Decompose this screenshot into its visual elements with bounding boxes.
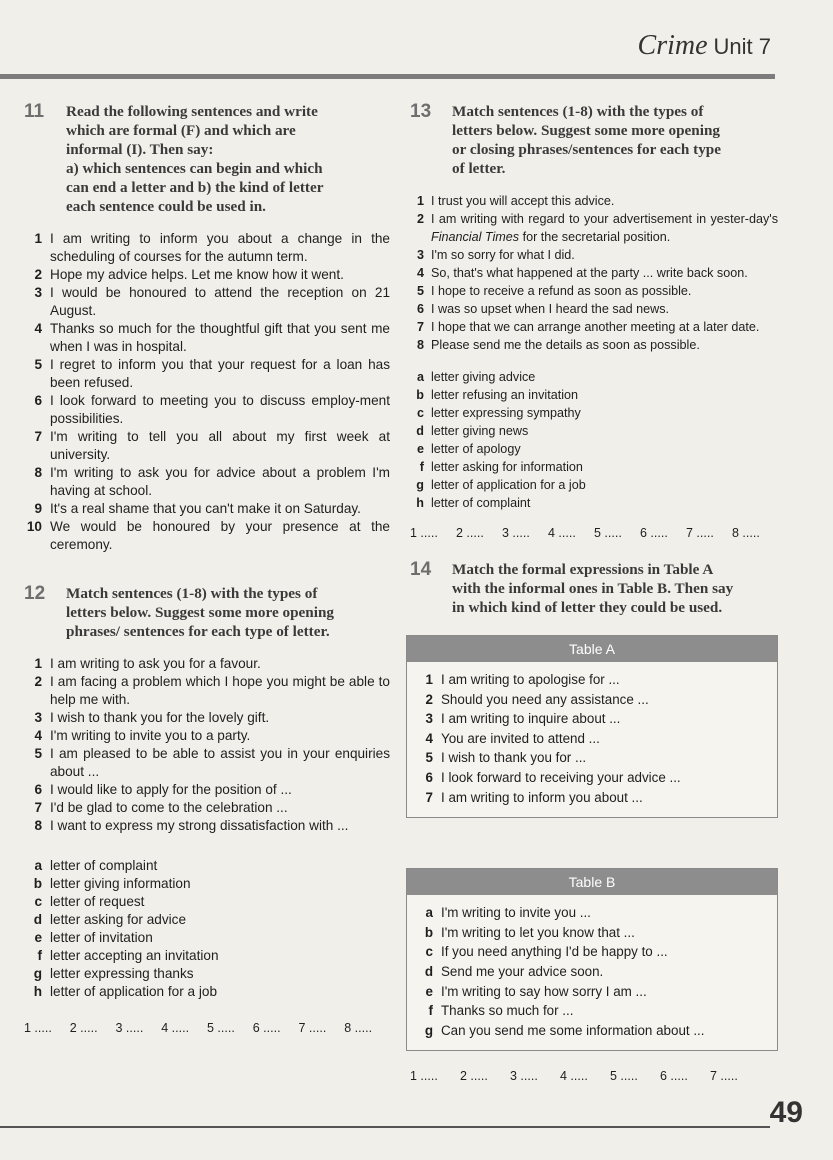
instruction-line: phrases/ sentences for each type of letter.: [66, 623, 330, 640]
letter-type-list: [410, 368, 778, 512]
exercise-12: [24, 584, 390, 1035]
answer-blank[interactable]: 6 .....: [640, 526, 668, 540]
list-item: 8 I want to express my strong dissatisfaction with ...: [34, 818, 349, 833]
exercise-number: 11: [24, 101, 45, 122]
list-item: 5 I wish to thank you for ...: [425, 750, 587, 766]
answer-blank[interactable]: 8 .....: [344, 1021, 373, 1035]
exercise-11: [24, 102, 390, 554]
list-item: d letter asking for advice: [33, 912, 187, 927]
list-item: 2 I am facing a problem which I hope you might be able to help me with.: [34, 674, 390, 707]
exercise-instructions: [66, 102, 323, 216]
list-item: b letter refusing an invitation: [416, 388, 579, 402]
answer-blank[interactable]: 7 .....: [710, 1069, 738, 1084]
table-b-list: [407, 895, 777, 1050]
right-column: [410, 102, 778, 1083]
list-item: 6 I look forward to meeting you to discuss employ-ment possibilities.: [34, 393, 390, 426]
list-item: d Send me your advice soon.: [424, 963, 604, 979]
table-a: [406, 635, 778, 818]
instruction-line: or closing phrases/sentences for each type: [452, 141, 721, 158]
list-item: 6 I would like to apply for the position of ...: [34, 782, 292, 797]
table-a-list: [407, 662, 777, 817]
header-title: Crime: [637, 30, 708, 61]
page-number: 49: [769, 1096, 803, 1129]
list-item: f Thanks so much for ...: [428, 1003, 574, 1019]
instruction-line: Read the following sentences and write: [66, 103, 318, 120]
table-a-title: Table A: [407, 636, 777, 662]
instruction-line: a) which sentences can begin and which: [66, 160, 323, 177]
page-header: [638, 30, 771, 62]
answer-blank[interactable]: 2 .....: [456, 526, 484, 540]
list-item: 3 I am writing to inquire about ...: [425, 711, 621, 727]
answer-blanks: [410, 1069, 760, 1083]
list-item: a letter of complaint: [34, 858, 158, 873]
exercise-number: 12: [24, 583, 46, 604]
list-item: 7 I'm writing to tell you all about my first week at university.: [34, 429, 390, 462]
list-item: 3 I would be honoured to attend the reception on 21 August.: [34, 285, 390, 318]
list-item: e letter of invitation: [34, 930, 153, 945]
header-unit: Unit 7: [713, 34, 771, 59]
instruction-line: Match sentences (1-8) with the types of: [452, 103, 704, 120]
exercise-instructions: [66, 584, 334, 641]
answer-blank[interactable]: 8 .....: [732, 526, 760, 540]
exercise-14: [410, 560, 778, 1083]
list-item: f letter accepting an invitation: [37, 948, 219, 963]
answer-blank[interactable]: 2 .....: [69, 1021, 98, 1035]
list-item: 5 I am pleased to be able to assist you in your enquiries about ...: [34, 746, 390, 779]
list-item: 4 You are invited to attend ...: [425, 730, 600, 746]
answer-blank[interactable]: 4 .....: [548, 526, 576, 540]
list-item: a letter giving advice: [416, 370, 536, 384]
list-item: b letter giving information: [33, 876, 191, 891]
sentence-list: [24, 655, 390, 835]
list-item: g letter expressing thanks: [33, 966, 194, 981]
list-item: a I'm writing to invite you ...: [425, 905, 591, 921]
answer-blanks: [410, 526, 778, 540]
list-item: b I'm writing to let you know that ...: [424, 924, 635, 940]
answer-blank[interactable]: 7 .....: [298, 1021, 327, 1035]
exercise-instructions: [452, 560, 733, 617]
list-item: 6 I was so upset when I heard the sad news.: [416, 302, 670, 316]
list-item: 4 So, that's what happened at the party ... write back soon.: [416, 266, 748, 280]
list-item: 7 I'd be glad to come to the celebration ...: [34, 800, 288, 815]
list-item: 1 I am writing to apologise for ...: [425, 672, 620, 687]
instruction-line: each sentence could be used in.: [66, 198, 266, 215]
list-item: d letter giving news: [416, 424, 529, 438]
instruction-line: letters below. Suggest some more opening: [66, 604, 335, 621]
list-item: h letter of application for a job: [33, 984, 218, 999]
list-item: 5 I hope to receive a refund as soon as possible.: [416, 284, 692, 298]
instruction-line: informal (I). Then say:: [66, 141, 214, 158]
answer-blank[interactable]: 7 .....: [686, 526, 714, 540]
bottom-rule: [0, 1126, 770, 1128]
table-b-title: Table B: [407, 869, 777, 895]
exercise-number: 13: [410, 101, 432, 122]
list-item: 8 Please send me the details as soon as possible.: [416, 338, 700, 352]
answer-blank[interactable]: 5 .....: [594, 526, 622, 540]
answer-blank[interactable]: 1 .....: [410, 526, 438, 540]
answer-blank[interactable]: 3 .....: [510, 1069, 538, 1084]
table-b: [406, 868, 778, 1051]
instruction-line: letters below. Suggest some more opening: [452, 122, 721, 139]
list-item: 2 Should you need any assistance ...: [425, 691, 649, 707]
list-item: 1 I trust you will accept this advice.: [416, 194, 615, 208]
list-item: 2 Hope my advice helps. Let me know how it went.: [34, 267, 344, 282]
answer-blank[interactable]: 1 .....: [410, 1069, 438, 1084]
answer-blanks: [24, 1021, 390, 1035]
list-item: 2 I am writing with regard to your advertisement in yester-day's Financial Times for the secretarial position.: [416, 212, 778, 244]
list-item: f letter asking for information: [419, 460, 583, 474]
list-item: 9 It's a real shame that you can't make it on Saturday.: [34, 501, 361, 516]
list-item: h letter of complaint: [416, 496, 531, 510]
list-item: 4 I'm writing to invite you to a party.: [34, 728, 251, 743]
list-item: 3 I'm so sorry for what I did.: [416, 248, 575, 262]
top-rule: [0, 74, 775, 79]
list-item: c letter of request: [34, 894, 145, 909]
instruction-line: in which kind of letter they could be used.: [452, 599, 723, 616]
list-item: 4 Thanks so much for the thoughtful gift that you sent me when I was in hospital.: [34, 321, 390, 354]
instruction-line: can end a letter and b) the kind of letter: [66, 179, 324, 196]
sentence-list: [410, 192, 778, 354]
exercise-13: [410, 102, 778, 540]
answer-blank[interactable]: 3 .....: [502, 526, 530, 540]
answer-blank[interactable]: 3 .....: [115, 1021, 144, 1035]
answer-blank[interactable]: 2 .....: [460, 1069, 488, 1084]
list-item: 6 I look forward to receiving your advice ...: [425, 769, 681, 785]
list-item: 8 I'm writing to ask you for advice about a problem I'm having at school.: [34, 465, 390, 498]
list-item: g Can you send me some information about ...: [424, 1022, 705, 1038]
list-item: g letter of application for a job: [416, 478, 586, 492]
list-item: 1 I am writing to inform you about a change in the scheduling of courses for the autumn term.: [34, 231, 390, 264]
list-item: 7 I am writing to inform you about ...: [425, 789, 643, 805]
list-item: 10 We would be honoured by your presence at the ceremony.: [26, 519, 390, 552]
answer-blank[interactable]: 5 .....: [207, 1021, 235, 1035]
answer-blank[interactable]: 4 .....: [560, 1069, 588, 1084]
instruction-line: Match the formal expressions in Table A: [452, 561, 714, 578]
answer-blank[interactable]: 6 .....: [252, 1021, 281, 1035]
exercise-number: 14: [410, 559, 432, 580]
instruction-line: with the informal ones in Table B. Then say: [452, 580, 734, 597]
list-item: c If you need anything I'd be happy to ...: [425, 944, 668, 960]
answer-blank[interactable]: 1 .....: [24, 1021, 52, 1035]
list-item: c letter expressing sympathy: [416, 406, 581, 420]
list-item: 3 I wish to thank you for the lovely gift.: [34, 710, 270, 725]
instruction-line: which are formal (F) and which are: [66, 122, 296, 139]
list-item: 7 I hope that we can arrange another meeting at a later date.: [416, 320, 760, 334]
answer-blank[interactable]: 5 .....: [610, 1069, 638, 1084]
exercise-instructions: [452, 102, 721, 178]
sentence-list: [24, 230, 390, 554]
answer-blank[interactable]: 6 .....: [660, 1069, 688, 1084]
list-item: e letter of apology: [416, 442, 521, 456]
letter-type-list: [24, 857, 390, 1001]
left-column: [24, 102, 390, 1035]
list-item: 5 I regret to inform you that your request for a loan has been refused.: [34, 357, 390, 390]
list-item: 1 I am writing to ask you for a favour.: [34, 656, 261, 671]
instruction-line: of letter.: [452, 160, 506, 177]
answer-blank[interactable]: 4 .....: [161, 1021, 190, 1035]
instruction-line: Match sentences (1-8) with the types of: [66, 585, 318, 602]
list-item: e I'm writing to say how sorry I am ...: [425, 983, 647, 999]
